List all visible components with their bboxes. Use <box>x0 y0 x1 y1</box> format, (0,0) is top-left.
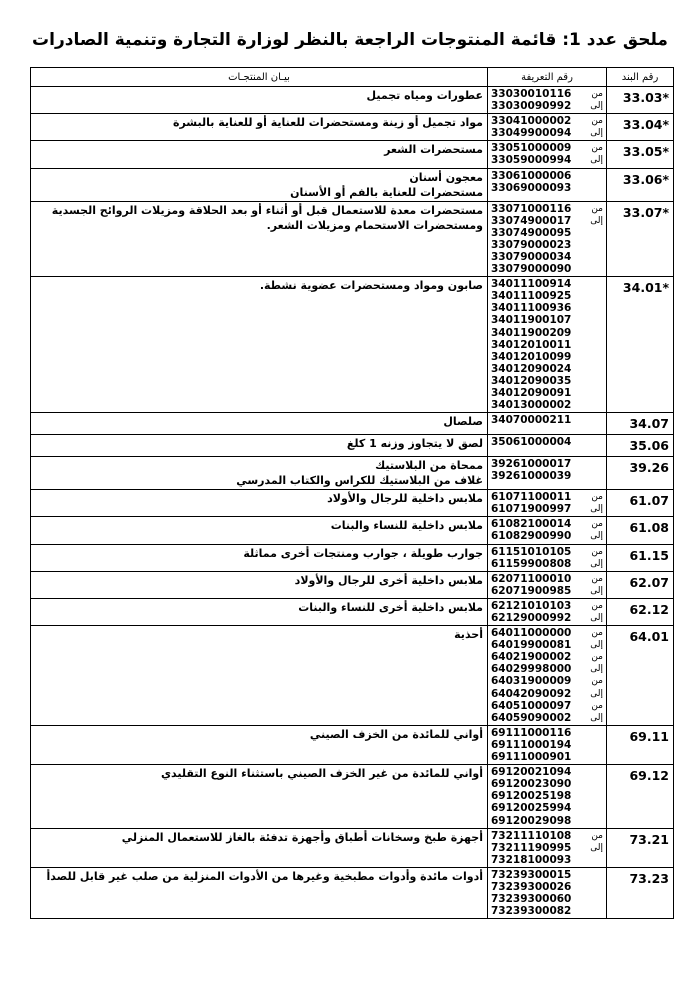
table-row <box>31 201 674 277</box>
tariff-code: 61082100014 <box>491 518 572 531</box>
tariff-code-line <box>491 518 603 530</box>
header-tariff-number: رقم التعريفة <box>488 68 607 87</box>
range-prefix: من <box>591 203 603 214</box>
tariff-code: 34012090091 <box>491 386 572 399</box>
table-row <box>31 168 674 201</box>
tariff-code: 73211190995 <box>491 841 572 854</box>
tariff-code: 69120025994 <box>491 802 572 815</box>
tariff-codes <box>488 765 607 828</box>
range-prefix: إلى <box>590 101 603 112</box>
item-number: 73.23 <box>607 867 674 918</box>
product-description <box>31 490 488 517</box>
tariff-code: 73211110108 <box>491 829 572 842</box>
range-prefix: من <box>591 519 603 530</box>
range-prefix: إلى <box>590 688 603 699</box>
tariff-code-line <box>491 766 603 778</box>
tariff-code-line <box>491 154 603 166</box>
tariff-code: 39261000017 <box>491 458 572 471</box>
tariff-code: 64011000000 <box>491 627 572 640</box>
tariff-code: 73239300082 <box>491 905 572 918</box>
product-description <box>31 168 488 201</box>
item-number: 61.15 <box>607 544 674 571</box>
description-line: غلاف من البلاستيك للكراس والكتاب المدرسي <box>236 474 483 488</box>
table-row <box>31 598 674 625</box>
tariff-code-line <box>491 503 603 515</box>
tariff-code: 33074900095 <box>491 226 572 239</box>
tariff-code-line <box>491 227 603 239</box>
description-line: صابون ومواد ومستحضرات عضوية نشطة. <box>259 279 483 293</box>
tariff-codes <box>488 168 607 201</box>
tariff-code-line <box>491 215 603 227</box>
tariff-code: 61151010105 <box>491 545 572 558</box>
table-row <box>31 626 674 726</box>
item-number: 33.03* <box>607 87 674 114</box>
tariff-code: 73218100093 <box>491 853 572 866</box>
tariff-code: 33041000002 <box>491 115 572 128</box>
description-line: ملابس داخلية أخرى للنساء والبنات <box>298 600 483 614</box>
tariff-code: 69120025198 <box>491 790 572 803</box>
tariff-code-line <box>491 170 603 182</box>
table-row <box>31 517 674 544</box>
tariff-codes <box>488 114 607 141</box>
tariff-code-line <box>491 239 603 251</box>
range-prefix: إلى <box>590 155 603 166</box>
item-number: 73.21 <box>607 828 674 867</box>
tariff-code: 73239300026 <box>491 880 572 893</box>
tariff-code-line <box>491 88 603 100</box>
tariff-code: 61071100011 <box>491 491 572 504</box>
tariff-code: 33051000009 <box>491 142 572 155</box>
range-prefix: إلى <box>590 531 603 542</box>
description-line: جوارب طويلة ، جوارب ومنتجات أخرى مماثلة <box>243 546 483 560</box>
tariff-code: 73239300060 <box>491 893 572 906</box>
tariff-code: 69111000116 <box>491 726 572 739</box>
item-number: 69.11 <box>607 725 674 764</box>
product-description <box>31 141 488 168</box>
tariff-code-line <box>491 414 603 426</box>
range-prefix: إلى <box>590 215 603 226</box>
tariff-code: 64031900009 <box>491 675 572 688</box>
range-prefix: إلى <box>590 585 603 596</box>
tariff-code-line <box>491 585 603 597</box>
tariff-code-line <box>491 436 603 448</box>
tariff-code-line <box>491 546 603 558</box>
range-prefix: إلى <box>590 504 603 515</box>
tariff-codes <box>488 725 607 764</box>
table-header-row <box>31 68 674 87</box>
tariff-code-line <box>491 558 603 570</box>
product-description <box>31 544 488 571</box>
table-row <box>31 114 674 141</box>
tariff-code: 33049900094 <box>491 127 572 140</box>
tariff-code-line <box>491 842 603 854</box>
product-description <box>31 457 488 490</box>
tariff-code: 34011100936 <box>491 302 572 315</box>
tariff-code: 62071900985 <box>491 584 572 597</box>
item-number: 33.05* <box>607 141 674 168</box>
description-line: ملابس داخلية أخرى للرجال والأولاد <box>294 573 483 587</box>
tariff-code: 34070000211 <box>491 414 572 427</box>
tariff-code: 34013000002 <box>491 399 572 412</box>
range-prefix: إلى <box>590 128 603 139</box>
item-number: 33.06* <box>607 168 674 201</box>
range-prefix: من <box>591 546 603 557</box>
description-line: أواني للمائدة من غير الخزف الصيني باستثناء النوع التقليدي <box>160 767 483 781</box>
tariff-codes <box>488 598 607 625</box>
tariff-code: 64042090092 <box>491 687 572 700</box>
tariff-codes <box>488 626 607 726</box>
tariff-code-line <box>491 115 603 127</box>
product-description <box>31 517 488 544</box>
header-product-description: بيـان المنتجـات <box>31 68 488 87</box>
tariff-code-line <box>491 612 603 624</box>
item-number: 69.12 <box>607 765 674 828</box>
range-prefix: إلى <box>590 664 603 675</box>
tariff-code: 33079000034 <box>491 250 572 263</box>
table-row <box>31 765 674 828</box>
product-description <box>31 828 488 867</box>
product-description <box>31 277 488 413</box>
tariff-code-line <box>491 854 603 866</box>
tariff-code: 34012010099 <box>491 350 572 363</box>
item-number: 39.26 <box>607 457 674 490</box>
tariff-code-line <box>491 727 603 739</box>
tariff-code: 62121010103 <box>491 599 572 612</box>
tariff-code: 34011100914 <box>491 278 572 291</box>
description-line: مواد تجميل أو زينة ومستحضرات للعناية أو للعناية بالبشرة <box>172 116 483 130</box>
tariff-code-line <box>491 530 603 542</box>
tariff-code-line <box>491 830 603 842</box>
product-description <box>31 867 488 918</box>
table-row <box>31 867 674 918</box>
tariff-code: 33061000006 <box>491 169 572 182</box>
description-line: أواني للمائدة من الخزف الصيني <box>309 727 483 741</box>
tariff-code: 64019900081 <box>491 639 572 652</box>
range-prefix: من <box>591 676 603 687</box>
product-description <box>31 598 488 625</box>
range-prefix: من <box>591 143 603 154</box>
tariff-code: 34011900107 <box>491 314 572 327</box>
table-body <box>31 87 674 919</box>
tariff-code-line <box>491 100 603 112</box>
range-prefix: من <box>591 700 603 711</box>
description-line: معجون أسنان <box>409 170 483 184</box>
product-description <box>31 725 488 764</box>
item-number: 35.06 <box>607 435 674 457</box>
description-line: مستحضرات للعناية بالفم أو الأسنان <box>290 185 483 199</box>
tariff-code-line <box>491 375 603 387</box>
description-line: ملابس داخلية للنساء والبنات <box>330 519 483 533</box>
tariff-code-line <box>491 182 603 194</box>
product-description <box>31 571 488 598</box>
tariff-codes <box>488 828 607 867</box>
product-description <box>31 201 488 277</box>
tariff-codes <box>488 201 607 277</box>
description-line: أجهزة طبخ وسخانات أطباق وأجهزة تدفئة بالغاز للاستعمال المنزلي <box>121 830 483 844</box>
range-prefix: من <box>591 116 603 127</box>
tariff-code: 69120029098 <box>491 814 572 827</box>
range-prefix: إلى <box>590 613 603 623</box>
tariff-code-line <box>491 263 603 275</box>
tariff-code-line <box>491 351 603 363</box>
tariff-code-line <box>491 339 603 351</box>
tariff-code-line <box>491 627 603 639</box>
range-prefix: إلى <box>590 842 603 853</box>
description-line: أدوات مائدة وأدوات مطبخية وغيرها من الأدوات المنزلية من صلب غير قابل للصدأ <box>46 869 483 883</box>
tariff-code-line <box>491 651 603 663</box>
description-line: مستحضرات الشعر <box>384 143 483 157</box>
tariff-code-line <box>491 815 603 827</box>
table-row <box>31 490 674 517</box>
table-row <box>31 457 674 490</box>
tariff-code-line <box>491 142 603 154</box>
tariff-code: 34012090035 <box>491 374 572 387</box>
tariff-code-line <box>491 802 603 814</box>
tariff-codes <box>488 413 607 435</box>
item-number: 62.12 <box>607 598 674 625</box>
range-prefix: من <box>591 600 603 611</box>
item-number: 34.01* <box>607 277 674 413</box>
tariff-code: 33079000090 <box>491 263 572 276</box>
tariff-code: 64059090002 <box>491 711 572 724</box>
product-description <box>31 413 488 435</box>
tariff-codes <box>488 87 607 114</box>
tariff-code: 69120023090 <box>491 778 572 791</box>
tariff-code: 34011100925 <box>491 290 572 303</box>
tariff-code-line <box>491 712 603 724</box>
tariff-code: 39261000039 <box>491 470 572 483</box>
table-row <box>31 141 674 168</box>
tariff-code: 62071100010 <box>491 572 572 585</box>
tariff-code-line <box>491 470 603 482</box>
tariff-codes <box>488 277 607 413</box>
product-description <box>31 765 488 828</box>
tariff-code: 33030090992 <box>491 100 572 113</box>
tariff-code: 34012010011 <box>491 338 572 351</box>
tariff-code: 61071900997 <box>491 503 572 516</box>
tariff-codes <box>488 544 607 571</box>
tariff-code: 33069000093 <box>491 181 572 194</box>
tariff-code-line <box>491 663 603 675</box>
description-line: صلصال <box>443 415 483 429</box>
product-description <box>31 435 488 457</box>
tariff-code-line <box>491 639 603 651</box>
tariff-codes <box>488 490 607 517</box>
item-number: 64.01 <box>607 626 674 726</box>
tariff-codes <box>488 571 607 598</box>
tariff-code: 69120021094 <box>491 766 572 779</box>
tariff-code: 61082900990 <box>491 530 572 543</box>
table-row <box>31 413 674 435</box>
tariff-code-line <box>491 203 603 215</box>
tariff-code-line <box>491 458 603 470</box>
page-title: ملحق عدد 1: قائمة المنتوجات الراجعة بالنظر لوزارة التجارة وتنمية الصادرات <box>32 30 668 50</box>
tariff-code-line <box>491 127 603 139</box>
tariff-code-line <box>491 778 603 790</box>
tariff-code-line <box>491 278 603 290</box>
product-description <box>31 114 488 141</box>
tariff-code: 34012090024 <box>491 362 572 375</box>
tariff-codes <box>488 867 607 918</box>
table-row <box>31 87 674 114</box>
tariff-code: 69111000194 <box>491 738 572 751</box>
description-line: ملابس داخلية للرجال والأولاد <box>327 492 483 506</box>
tariff-code: 34011900209 <box>491 326 572 339</box>
tariff-code: 33071000116 <box>491 202 572 215</box>
tariff-code-line <box>491 399 603 411</box>
item-number: 61.08 <box>607 517 674 544</box>
tariff-code-line <box>491 314 603 326</box>
description-line: لصق لا يتجاوز وزنه 1 كلغ <box>346 437 483 451</box>
table-row <box>31 725 674 764</box>
range-prefix: إلى <box>590 640 603 651</box>
product-description <box>31 626 488 726</box>
tariff-code-line <box>491 905 603 917</box>
description-line: عطورات ومياه تجميل <box>366 89 483 102</box>
tariff-code: 64051000097 <box>491 699 572 712</box>
tariff-code: 35061000004 <box>491 436 572 449</box>
item-number: 33.04* <box>607 114 674 141</box>
range-prefix: من <box>591 830 603 841</box>
item-number: 34.07 <box>607 413 674 435</box>
range-prefix: من <box>591 573 603 584</box>
range-prefix: من <box>591 89 603 99</box>
tariff-code-line <box>491 491 603 503</box>
tariff-code: 33074900017 <box>491 214 572 227</box>
tariff-code-line <box>491 573 603 585</box>
products-table <box>30 67 674 919</box>
tariff-codes <box>488 435 607 457</box>
tariff-code: 33079000023 <box>491 238 572 251</box>
range-prefix: إلى <box>590 712 603 723</box>
tariff-code: 64021900002 <box>491 651 572 664</box>
tariff-code-line <box>491 363 603 375</box>
range-prefix: من <box>591 492 603 503</box>
table-row <box>31 435 674 457</box>
tariff-codes <box>488 141 607 168</box>
tariff-code-line <box>491 881 603 893</box>
item-number: 61.07 <box>607 490 674 517</box>
tariff-code: 64029998000 <box>491 663 572 676</box>
tariff-code-line <box>491 688 603 700</box>
tariff-code-line <box>491 600 603 612</box>
range-prefix: من <box>591 652 603 663</box>
header-item-number: رقم البند <box>607 68 674 87</box>
item-number: 33.07* <box>607 201 674 277</box>
tariff-code-line <box>491 893 603 905</box>
tariff-code: 33030010116 <box>491 88 572 100</box>
tariff-code: 61159900808 <box>491 557 572 570</box>
table-row <box>31 828 674 867</box>
description-line: ممحاة من البلاستيك <box>375 459 483 473</box>
table-row <box>31 571 674 598</box>
tariff-code-line <box>491 302 603 314</box>
tariff-codes <box>488 457 607 490</box>
tariff-code-line <box>491 675 603 687</box>
description-line: أحذية <box>454 628 483 642</box>
tariff-codes <box>488 517 607 544</box>
tariff-code: 62129000992 <box>491 612 572 624</box>
tariff-code-line <box>491 290 603 302</box>
tariff-code-line <box>491 327 603 339</box>
tariff-code-line <box>491 751 603 763</box>
item-number: 62.07 <box>607 571 674 598</box>
tariff-code: 33059000994 <box>491 154 572 167</box>
range-prefix: إلى <box>590 558 603 569</box>
range-prefix: من <box>591 628 603 639</box>
tariff-code-line <box>491 387 603 399</box>
tariff-code-line <box>491 869 603 881</box>
tariff-code: 73239300015 <box>491 868 572 881</box>
product-description <box>31 87 488 114</box>
tariff-code-line <box>491 251 603 263</box>
tariff-code-line <box>491 739 603 751</box>
tariff-code-line <box>491 790 603 802</box>
table-row <box>31 544 674 571</box>
tariff-code-line <box>491 700 603 712</box>
tariff-code: 69111000901 <box>491 751 572 764</box>
table-row <box>31 277 674 413</box>
description-line: مستحضرات معدة للاستعمال قبل أو أثناء أو بعد الحلاقة ومزيلات الروائح الجسدية ومستحضرات الاستحمام ومزيلات الشعر. <box>51 203 483 232</box>
